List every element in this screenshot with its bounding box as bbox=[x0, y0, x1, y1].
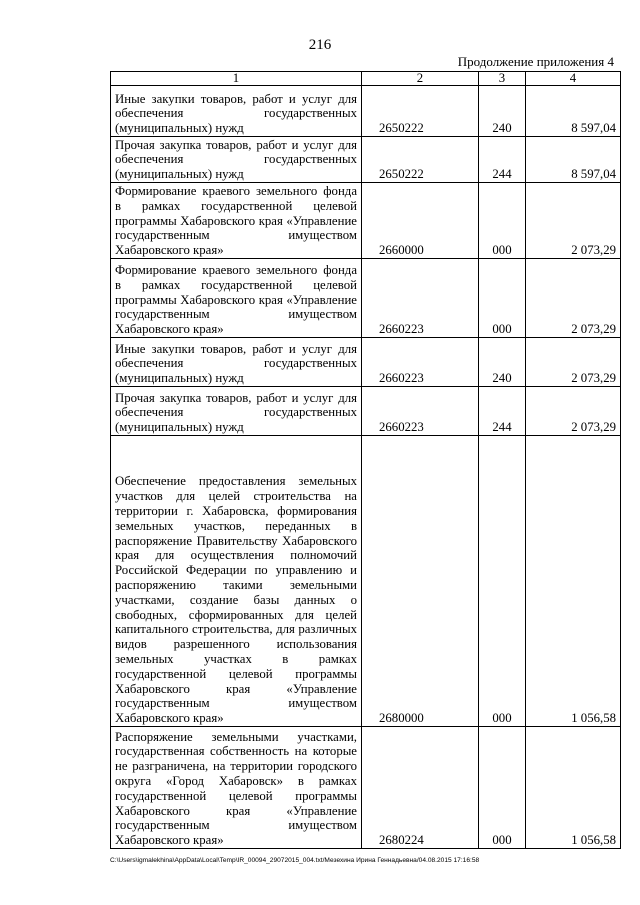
row-code: 2660223 bbox=[362, 387, 479, 436]
row-type: 000 bbox=[479, 183, 526, 259]
row-type: 000 bbox=[479, 727, 526, 849]
table-row bbox=[111, 387, 621, 436]
row-type: 000 bbox=[479, 436, 526, 727]
row-sum: 8 597,04 bbox=[526, 86, 621, 137]
table-row bbox=[111, 137, 621, 183]
row-sum: 1 056,58 bbox=[526, 727, 621, 849]
row-code: 2650222 bbox=[362, 86, 479, 137]
row-name: Обеспечение предоставления земельных участков для целей строительства на территории г. Хабаровска, формирования земельных участков, переданных в распоряжение Правительству Хабаровского края для осуществления полномочий Российской Федерации по управлению и распоряжению такими земельными участками, создание базы данных о свободных, сформированных для целей капитального строительства, для различных видов разрешенного использования земельных участках в рамках государственной целевой программы Хабаровского края «Управление государственным имуществом Хабаровского края» bbox=[111, 436, 362, 727]
row-name: Прочая закупка товаров, работ и услуг для обеспечения государственных (муниципальных) нужд bbox=[111, 137, 362, 183]
row-code: 2680000 bbox=[362, 436, 479, 727]
header-col-sum: 4 bbox=[526, 72, 621, 86]
row-code: 2650222 bbox=[362, 137, 479, 183]
table-row bbox=[111, 436, 621, 727]
table-row bbox=[111, 259, 621, 338]
row-code: 2680224 bbox=[362, 727, 479, 849]
row-type: 244 bbox=[479, 387, 526, 436]
table-row bbox=[111, 183, 621, 259]
page-number: 216 bbox=[308, 37, 332, 53]
table-row bbox=[111, 727, 621, 849]
row-sum: 2 073,29 bbox=[526, 338, 621, 387]
appendix-continuation-note: Продолжение приложения 4 bbox=[457, 54, 614, 69]
row-name: Прочая закупка товаров, работ и услуг для обеспечения государственных (муниципальных) нужд bbox=[111, 387, 362, 436]
footer-file-path: C:\Users\igmalekhina\AppData\Local\Temp\IR_00094_29072015_004.txt/Мезехина Ирина Геннадьевна/04.08.2015 17:16:58 bbox=[110, 857, 480, 864]
table-header-row bbox=[111, 72, 621, 86]
row-name: Формирование краевого земельного фонда в рамках государственной целевой программы Хабаровского края «Управление государственным имуществом Хабаровского края» bbox=[111, 183, 362, 259]
table-row bbox=[111, 338, 621, 387]
row-name: Формирование краевого земельного фонда в рамках государственной целевой программы Хабаровского края «Управление государственным имуществом Хабаровского края» bbox=[111, 259, 362, 338]
row-name: Иные закупки товаров, работ и услуг для обеспечения государственных (муниципальных) нужд bbox=[111, 86, 362, 137]
row-sum: 2 073,29 bbox=[526, 387, 621, 436]
row-type: 240 bbox=[479, 86, 526, 137]
header-col-type: 3 bbox=[479, 72, 526, 86]
row-sum: 2 073,29 bbox=[526, 259, 621, 338]
table-row bbox=[111, 86, 621, 137]
row-code: 2660223 bbox=[362, 338, 479, 387]
header-col-name: 1 bbox=[111, 72, 362, 86]
row-name: Распоряжение земельными участками, государственная собственность на которые не разграничена, на территории городского округа «Город Хабаровск» в рамках государственной целевой программы Хабаровского края «Управление государственным имуществом Хабаровского края» bbox=[111, 727, 362, 849]
row-sum: 1 056,58 bbox=[526, 436, 621, 727]
row-name: Иные закупки товаров, работ и услуг для обеспечения государственных (муниципальных) нужд bbox=[111, 338, 362, 387]
row-sum: 2 073,29 bbox=[526, 183, 621, 259]
header-col-code: 2 bbox=[362, 72, 479, 86]
budget-table bbox=[110, 71, 621, 849]
row-code: 2660223 bbox=[362, 259, 479, 338]
row-type: 240 bbox=[479, 338, 526, 387]
row-type: 244 bbox=[479, 137, 526, 183]
row-type: 000 bbox=[479, 259, 526, 338]
row-code: 2660000 bbox=[362, 183, 479, 259]
row-sum: 8 597,04 bbox=[526, 137, 621, 183]
